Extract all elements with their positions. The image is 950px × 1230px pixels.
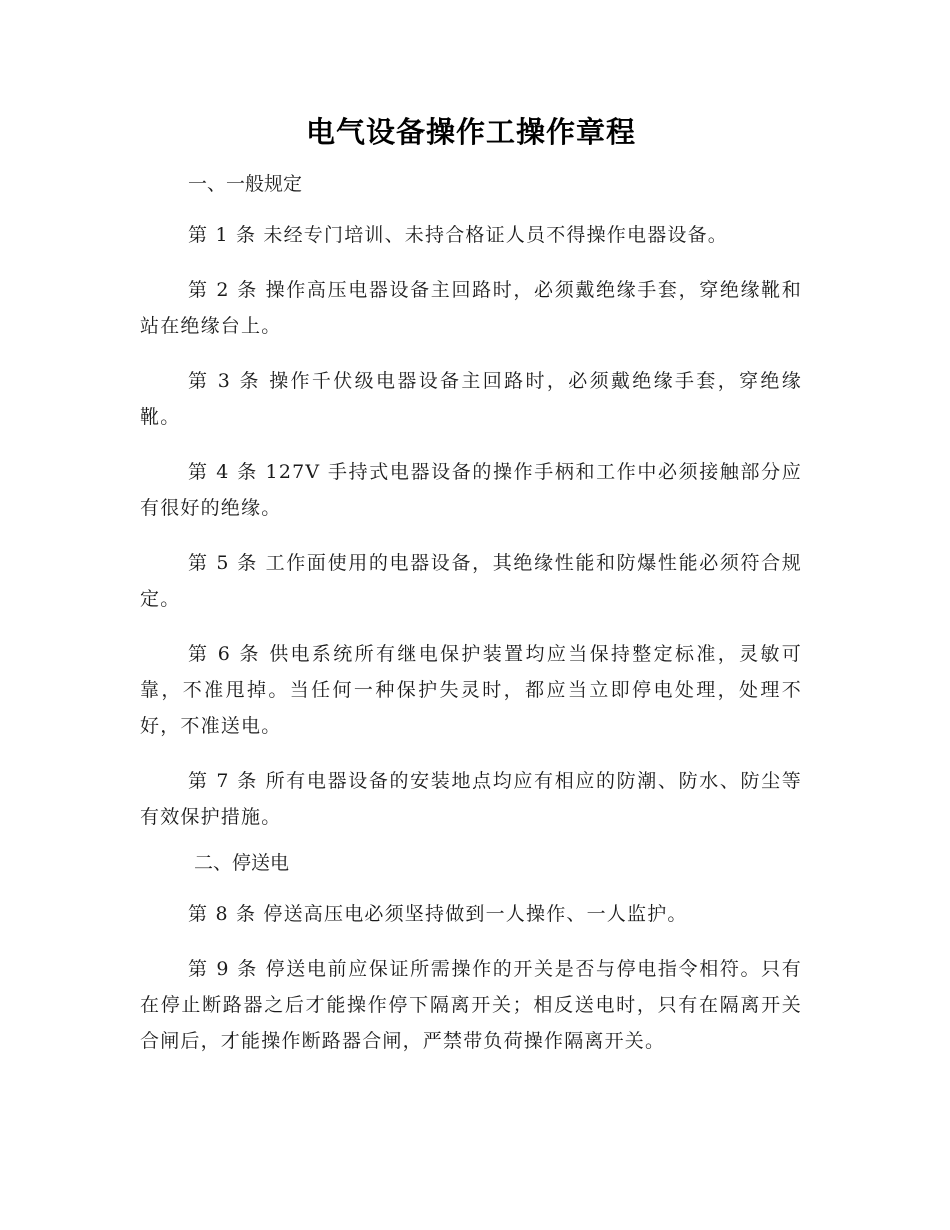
article-2: 第 2 条 操作高压电器设备主回路时，必须戴绝缘手套，穿绝缘靴和站在绝缘台上。 [140, 279, 802, 337]
article-8: 第 8 条 停送高压电必须坚持做到一人操作、一人监护。 [188, 903, 688, 925]
document-page [140, 108, 802, 1059]
article-4: 第 4 条 127V 手持式电器设备的操作手柄和工作中必须接触部分应有很好的绝缘。 [140, 461, 802, 519]
article-9: 第 9 条 停送电前应保证所需操作的开关是否与停电指令相符。只有在停止断路器之后才能操作停下隔离开关；相反送电时，只有在隔离开关合闸后，才能操作断路器合闸，严禁带负荷操作隔离开关。 [140, 958, 802, 1052]
article-5: 第 5 条 工作面使用的电器设备，其绝缘性能和防爆性能必须符合规定。 [140, 552, 802, 610]
section-heading-general: 一、一般规定 [188, 173, 303, 195]
article-7: 第 7 条 所有电器设备的安装地点均应有相应的防潮、防水、防尘等有效保护措施。 [140, 770, 802, 828]
section-heading-power-switching: 二、停送电 [194, 852, 290, 874]
article-6: 第 6 条 供电系统所有继电保护装置均应当保持整定标准，灵敏可靠，不准甩掉。当任何一种保护失灵时，都应当立即停电处理，处理不好，不准送电。 [140, 643, 802, 737]
article-3: 第 3 条 操作千伏级电器设备主回路时，必须戴绝缘手套，穿绝缘靴。 [140, 370, 802, 428]
document-title: 电气设备操作工操作章程 [305, 115, 636, 149]
article-1: 第 1 条 未经专门培训、未持合格证人员不得操作电器设备。 [188, 224, 729, 246]
